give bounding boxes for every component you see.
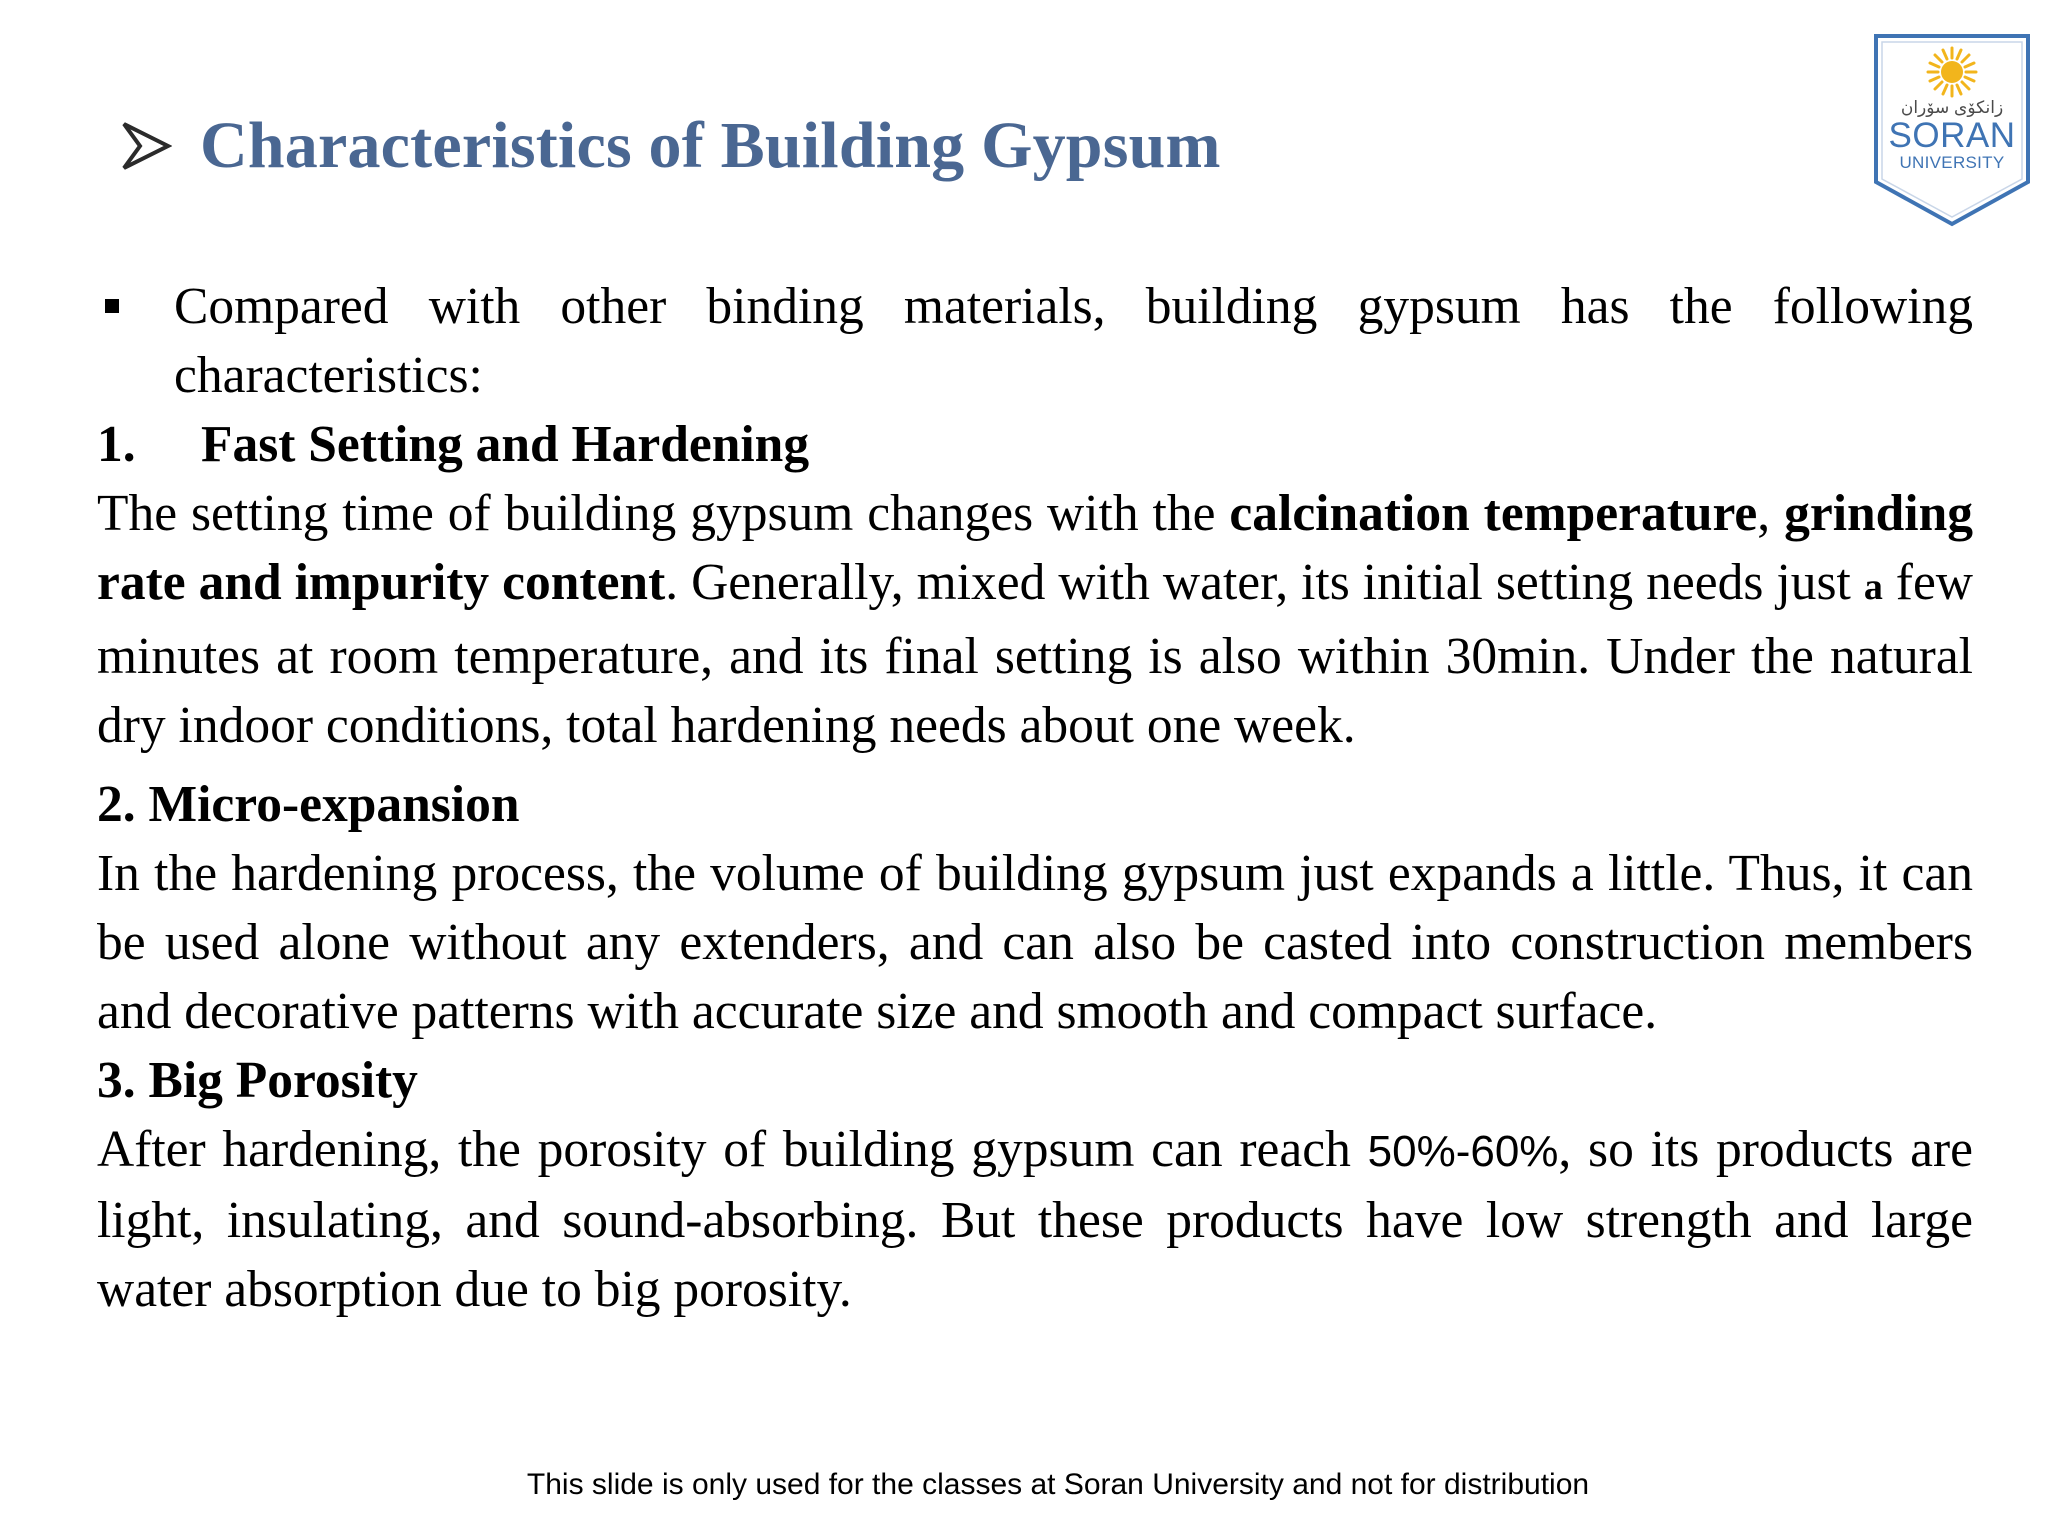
section-1-text-a: The setting time of building gypsum changes with the [97, 485, 1230, 542]
section-3-heading: 3. Big Porosity [97, 1052, 418, 1109]
section-1-text-d: few minutes at room temperature, and its final setting is also within 30min. Under the natural dry indoor conditions, total hardening needs about one week. [97, 554, 1974, 754]
soran-university-logo [1872, 32, 2032, 228]
section-1-small-bold: a [1863, 566, 1883, 608]
section-2-heading: 2. Micro-expansion [97, 776, 520, 833]
section-3-text-b: , so its products are light, insulating, and sound-absorbing. But these products have low strength and large water absorption due to big porosity. [97, 1121, 1973, 1318]
square-bullet-icon [97, 272, 174, 341]
section-1-text-b: , [1757, 485, 1785, 542]
logo-subtitle: UNIVERSITY [1899, 153, 2005, 172]
section-3-body [97, 1115, 1973, 1324]
slide-title-row [120, 108, 1221, 184]
intro-text: Compared with other binding materials, building gypsum has the following characteristics: [174, 278, 1973, 404]
section-1-text-c: . Generally, mixed with water, its initial setting needs just [665, 554, 1864, 611]
section-1-bold-a: calcination temperature [1229, 485, 1758, 542]
sun-emblem-icon [1928, 48, 1976, 96]
slide-title: Characteristics of Building Gypsum [200, 109, 1221, 182]
porosity-range: 50%-60% [1367, 1127, 1559, 1176]
slide-body [97, 272, 1973, 1324]
section-1-body [97, 479, 1973, 760]
logo-kurdish-text: زانکۆی سۆران [1900, 98, 2004, 117]
footer-notice: This slide is only used for the classes at Soran University and not for distribution [526, 1468, 1590, 1501]
intro-bullet [97, 272, 1973, 410]
logo-name: SORAN [1888, 116, 2016, 155]
section-1-heading [97, 410, 1973, 479]
section-3-text-a: After hardening, the porosity of building gypsum can reach [97, 1121, 1368, 1178]
arrowhead-bullet-icon [120, 120, 172, 172]
section-2-body: In the hardening process, the volume of building gypsum just expands a little. Thus, it can be used alone without any extenders, and can also be casted into construction members and decorative patterns with accurate size and smooth and compact surface. [97, 845, 1973, 1040]
section-1-number: 1. [97, 416, 136, 473]
section-1-bold-b: grinding rate and impurity content [97, 485, 1973, 611]
section-1-title: Fast Setting and Hardening [201, 416, 810, 473]
